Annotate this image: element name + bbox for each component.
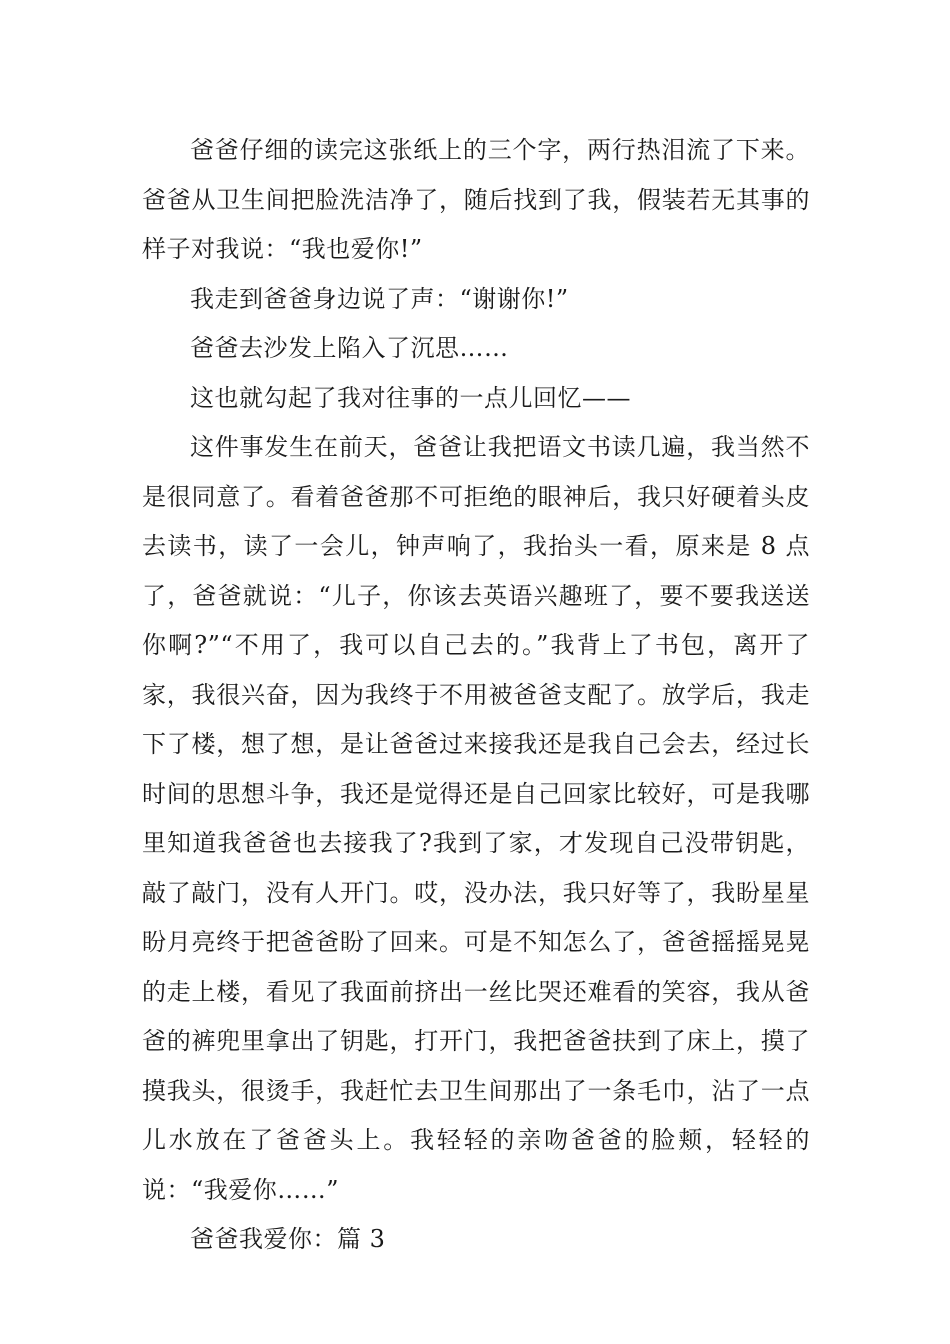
- document-body: [142, 126, 810, 1265]
- paragraph-3: 爸爸去沙发上陷入了沉思……: [190, 334, 509, 362]
- paragraph-5: 这件事发生在前天，爸爸让我把语文书读几遍，我当然不是很同意了。看着爸爸那不可拒绝的眼神后，我只好硬着头皮去读书，读了一会儿，钟声响了，我抬头一看，原来是 8 点了，爸爸就说：“儿子，你该去英语兴趣班了，要不要我送送你啊?”“不用了，我可以自己去的。”我背上了书包，离开了家，我很兴奋，因为我终于不用被爸爸支配了。放学后，我走下了楼，想了想，是让爸爸过来接我还是我自己会去，经过长时间的思想斗争，我还是觉得还是自己回家比较好，可是我哪里知道我爸爸也去接我了?我到了家，才发现自己没带钥匙，敲了敲门，没有人开门。哎，没办法，我只好等了，我盼星星盼月亮终于把爸爸盼了回来。可是不知怎么了，爸爸摇摇晃晃的走上楼，看见了我面前挤出一丝比哭还难看的笑容，我从爸爸的裤兜里拿出了钥匙，打开门，我把爸爸扶到了床上，摸了摸我头，很烫手，我赶忙去卫生间那出了一条毛巾，沾了一点儿水放在了爸爸头上。我轻轻的亲吻爸爸的脸颊，轻轻的说：“我爱你……”: [142, 433, 810, 1204]
- paragraph-2: 我走到爸爸身边说了声：“谢谢你!”: [190, 284, 569, 313]
- section-heading: 爸爸我爱你：篇 3: [190, 1225, 386, 1253]
- paragraph-4: 这也就勾起了我对往事的一点儿回忆——: [190, 383, 631, 412]
- paragraph-1: 爸爸仔细的读完这张纸上的三个字，两行热泪流了下来。爸爸从卫生间把脸洗洁净了，随后找到了我，假装若无其事的样子对我说：“我也爱你!”: [142, 136, 810, 263]
